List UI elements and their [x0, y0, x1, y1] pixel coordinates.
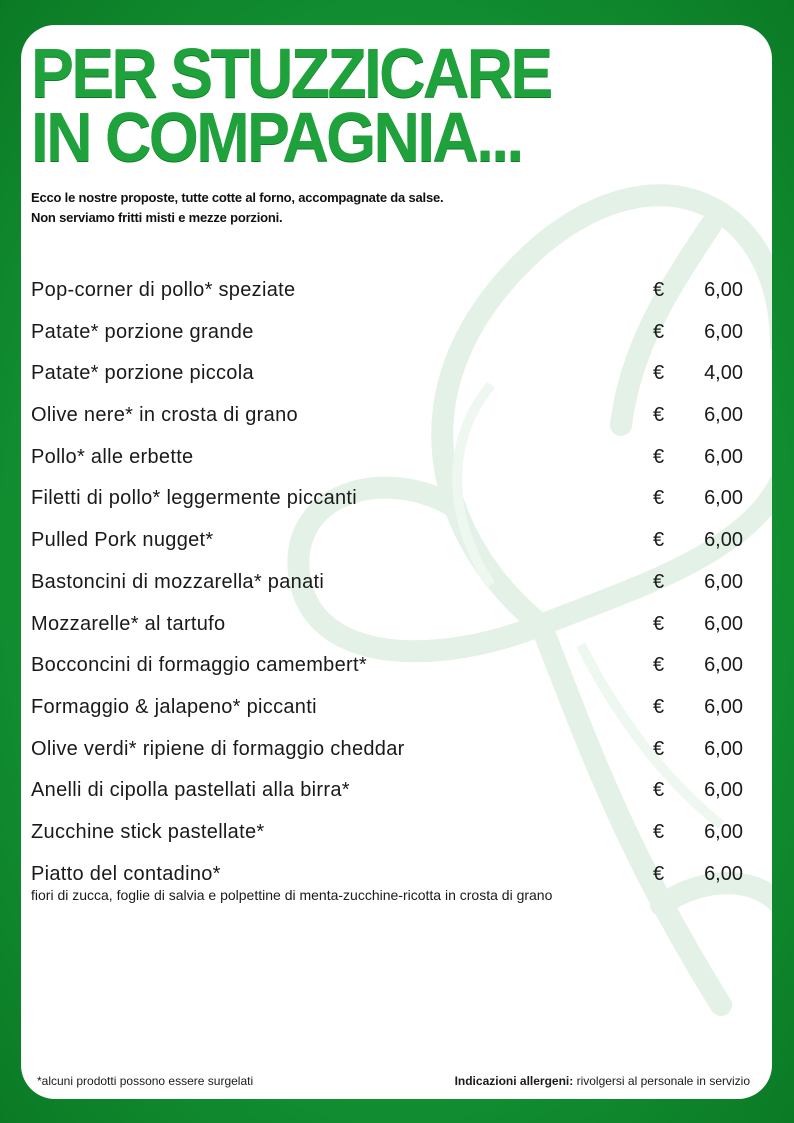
item-name: Olive nere* in crosta di grano	[31, 404, 298, 427]
item-name: Patate* porzione piccola	[31, 362, 254, 385]
allergen-note	[455, 1074, 750, 1088]
menu-card	[21, 25, 772, 1099]
item-price: 6,00	[704, 695, 743, 718]
intro-line-1: Ecco le nostre proposte, tutte cotte al forno, accompagnate da salse.	[31, 190, 444, 205]
item-name: Anelli di cipolla pastellati alla birra*	[31, 779, 350, 802]
item-price: 4,00	[704, 362, 743, 385]
item-price: 6,00	[704, 487, 743, 510]
item-name: Pop-corner di pollo* speziate	[31, 279, 296, 301]
item-name: Pulled Pork nugget*	[31, 529, 214, 552]
menu-item	[31, 695, 761, 737]
item-name: Zucchine stick pastellate*	[31, 820, 265, 843]
title-line-1: PER STUZZICARE	[31, 34, 551, 112]
menu-item	[31, 486, 761, 528]
item-currency: €	[653, 654, 665, 677]
menu-item	[31, 612, 761, 654]
item-currency: €	[653, 737, 665, 760]
menu-item	[31, 361, 761, 403]
item-description: fiori di zucca, foglie di salvia e polpettine di menta-zucchine-ricotta in crosta di grano	[31, 886, 553, 903]
item-name: Patate* porzione grande	[31, 320, 254, 343]
menu-item	[31, 820, 761, 862]
menu-items-list	[31, 278, 761, 903]
item-currency: €	[653, 779, 665, 802]
item-price: 6,00	[704, 820, 743, 843]
item-price: 6,00	[704, 612, 743, 635]
item-price: 6,00	[704, 279, 743, 301]
item-price: 6,00	[704, 529, 743, 552]
item-name: Filetti di pollo* leggermente piccanti	[31, 487, 358, 510]
item-currency: €	[653, 320, 665, 343]
item-price: 6,00	[704, 654, 743, 677]
item-name: Bocconcini di formaggio camembert*	[31, 654, 367, 677]
intro-line-2: Non serviamo fritti misti e mezze porzioni.	[31, 210, 283, 225]
item-currency: €	[653, 362, 665, 385]
menu-item	[31, 862, 761, 904]
menu-item	[31, 403, 761, 445]
intro-text	[31, 188, 443, 228]
item-currency: €	[653, 279, 665, 301]
item-name: Formaggio & jalapeno* piccanti	[31, 695, 317, 718]
allergen-label: Indicazioni allergeni:	[454, 1074, 574, 1088]
menu-item	[31, 778, 761, 820]
item-name: Mozzarelle* al tartufo	[31, 612, 226, 635]
item-name: Olive verdi* ripiene di formaggio cheddar	[31, 737, 405, 760]
menu-item	[31, 528, 761, 570]
menu-item	[31, 320, 761, 362]
menu-item	[31, 278, 761, 320]
item-price: 6,00	[704, 320, 743, 343]
item-price: 6,00	[704, 737, 743, 760]
item-price: 6,00	[704, 862, 743, 885]
allergen-text: rivolgersi al personale in servizio	[573, 1074, 750, 1088]
menu-item	[31, 653, 761, 695]
item-price: 6,00	[704, 779, 743, 802]
item-price: 6,00	[704, 445, 743, 468]
menu-item	[31, 737, 761, 779]
item-currency: €	[653, 487, 665, 510]
menu-title	[31, 34, 551, 176]
menu-item	[31, 570, 761, 612]
frozen-products-note: *alcuni prodotti possono essere surgelati	[37, 1074, 254, 1088]
title-line-2: IN COMPAGNIA...	[31, 98, 522, 176]
item-currency: €	[653, 529, 665, 552]
item-name: Piatto del contadino*	[31, 862, 221, 885]
item-currency: €	[653, 570, 665, 593]
item-currency: €	[653, 404, 665, 427]
item-currency: €	[653, 862, 665, 885]
item-price: 6,00	[704, 404, 743, 427]
item-currency: €	[653, 445, 665, 468]
menu-item	[31, 445, 761, 487]
item-name: Bastoncini di mozzarella* panati	[31, 570, 325, 593]
item-currency: €	[653, 612, 665, 635]
item-price: 6,00	[704, 570, 743, 593]
item-currency: €	[653, 695, 665, 718]
item-currency: €	[653, 820, 665, 843]
item-name: Pollo* alle erbette	[31, 445, 194, 468]
